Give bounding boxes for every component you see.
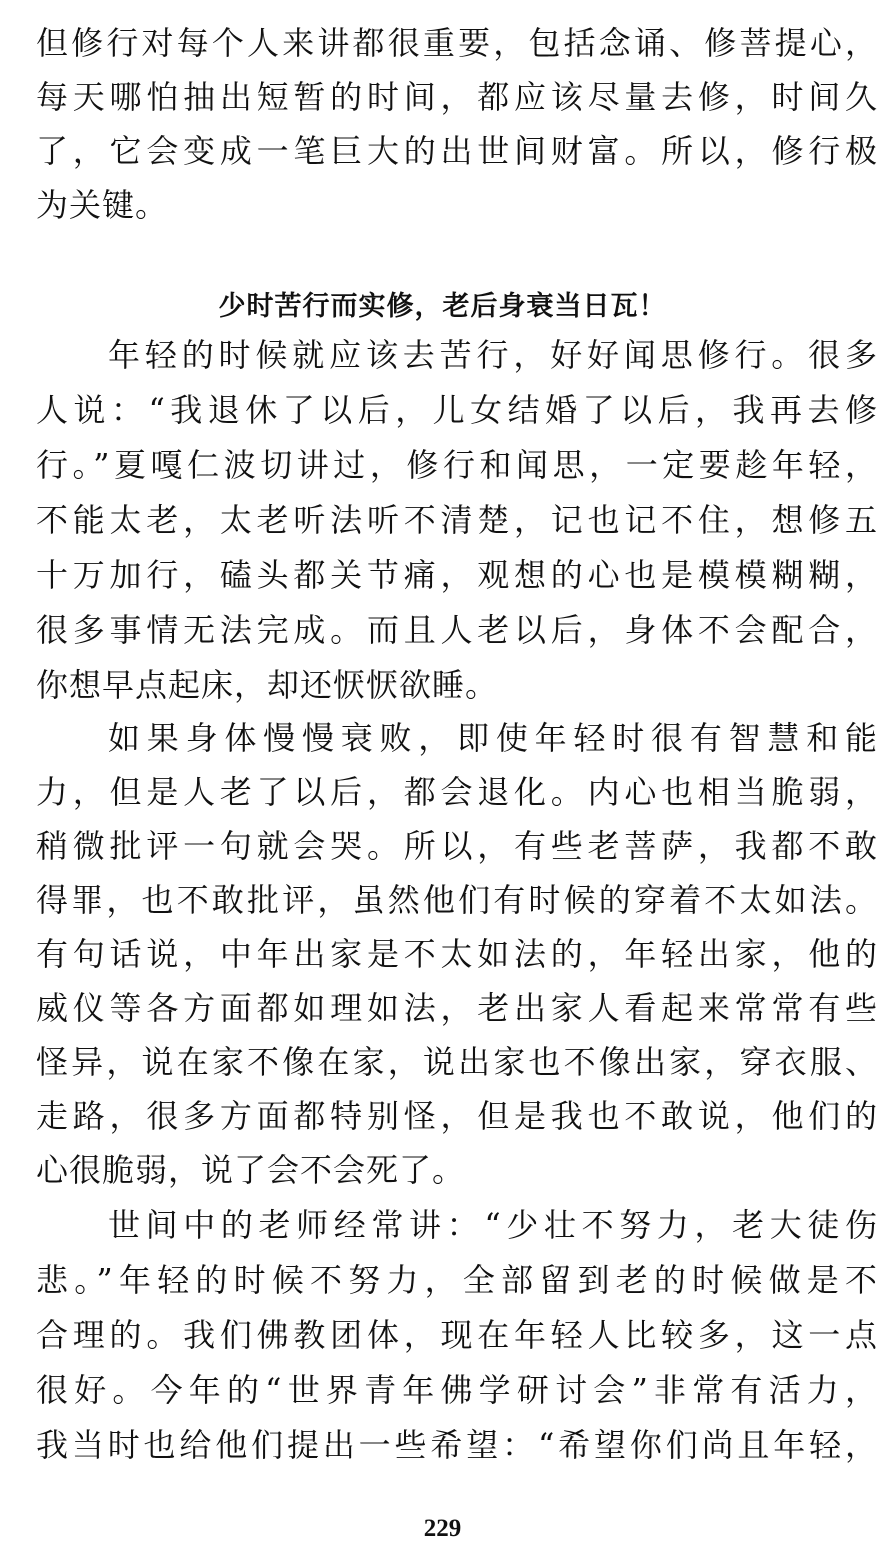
text-line: 得罪，也不敢批评，虽然他们有时候的穿着不太如法。: [36, 881, 878, 919]
text-line: 行。”夏嘎仁波切讲过，修行和闻思，一定要趁年轻，: [36, 446, 878, 484]
text-line: 心很脆弱，说了会不会死了。: [36, 1151, 466, 1189]
text-line: 合理的。我们佛教团体，现在年轻人比较多，这一点: [36, 1316, 878, 1354]
text-line: 年轻的时候就应该去苦行，好好闻思修行。很多: [108, 336, 878, 374]
text-line: 十万加行，磕头都关节痛，观想的心也是模模糊糊，: [36, 556, 878, 594]
text-line: 力，但是人老了以后，都会退化。内心也相当脆弱，: [36, 773, 878, 811]
text-line: 有句话说，中年出家是不太如法的，年轻出家，他的: [36, 935, 878, 973]
text-line: 不能太老，太老听法听不清楚，记也记不住，想修五: [36, 501, 878, 539]
text-line: 怪异，说在家不像在家，说出家也不像出家，穿衣服、: [36, 1043, 878, 1081]
text-line: 但修行对每个人来讲都很重要，包括念诵、修菩提心，: [36, 24, 878, 62]
text-line: 稍微批评一句就会哭。所以，有些老菩萨，我都不敢: [36, 827, 878, 865]
text-line: 如果身体慢慢衰败，即使年轻时很有智慧和能: [108, 719, 878, 757]
text-line: 每天哪怕抽出短暂的时间，都应该尽量去修，时间久: [36, 78, 878, 116]
page-number: 229: [423, 1515, 462, 1542]
text-line: 走路，很多方面都特别怪，但是我也不敢说，他们的: [36, 1097, 878, 1135]
section-heading: 少时苦行而实修，老后身衰当日瓦！: [218, 291, 667, 322]
text-line: 我当时也给他们提出一些希望：“希望你们尚且年轻，: [36, 1426, 878, 1464]
text-line: 威仪等各方面都如理如法，老出家人看起来常常有些: [36, 989, 878, 1027]
text-line: 你想早点起床，却还恹恹欲睡。: [36, 666, 499, 704]
text-line: 了，它会变成一笔巨大的出世间财富。所以，修行极: [36, 132, 878, 170]
text-line: 很好。今年的“世界青年佛学研讨会”非常有活力，: [36, 1371, 878, 1409]
text-line: 世间中的老师经常讲：“少壮不努力，老大徒伤: [108, 1206, 878, 1244]
text-line: 为关键。: [36, 186, 169, 224]
text-line: 悲。”年轻的时候不努力，全部留到老的时候做是不: [36, 1261, 878, 1299]
text-line: 人说：“我退休了以后，儿女结婚了以后，我再去修: [36, 391, 878, 429]
text-line: 很多事情无法完成。而且人老以后，身体不会配合，: [36, 611, 878, 649]
